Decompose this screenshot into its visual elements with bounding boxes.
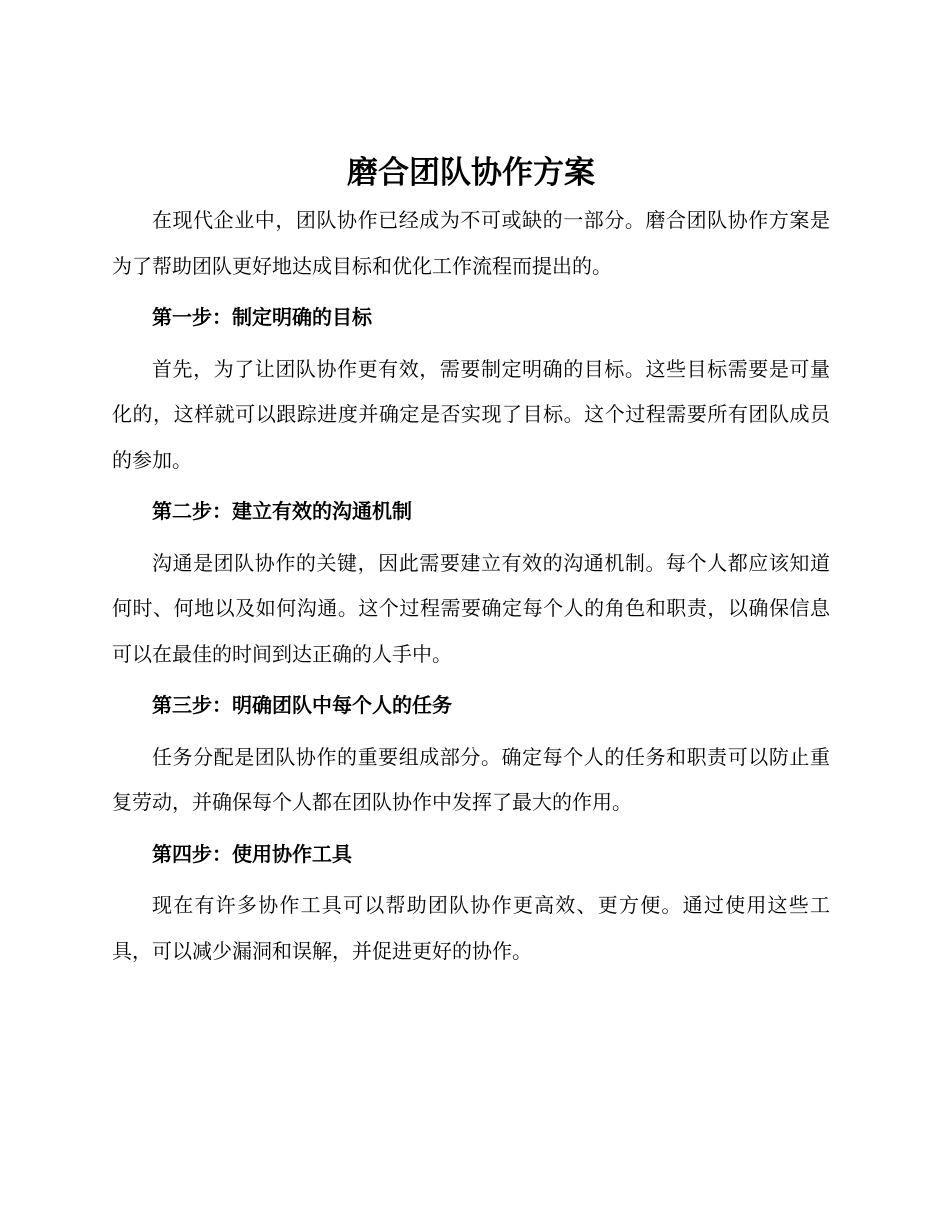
- step-1-heading: 第一步：制定明确的目标: [152, 305, 372, 329]
- document-title: 磨合团队协作方案: [347, 155, 595, 191]
- step-2-heading: 第二步：建立有效的沟通机制: [152, 499, 412, 523]
- document-page: [112, 150, 830, 974]
- step-2-body: 沟通是团队协作的关键，因此需要建立有效的沟通机制。每个人都应该知道何时、何地以及如何沟通。这个过程需要确定每个人的角色和职责，以确保信息可以在最佳的时间到达正确的人手中。: [112, 550, 830, 666]
- intro-paragraph: 在现代企业中，团队协作已经成为不可或缺的一部分。磨合团队协作方案是为了帮助团队更好地达成目标和优化工作流程而提出的。: [112, 208, 830, 278]
- step-4-heading: 第四步：使用协作工具: [152, 841, 352, 866]
- step-1-body: 首先，为了让团队协作更有效，需要制定明确的目标。这些目标需要是可量化的，这样就可以跟踪进度并确定是否实现了目标。这个过程需要所有团队成员的参加。: [112, 356, 830, 472]
- step-3-heading: 第三步：明确团队中每个人的任务: [152, 693, 452, 717]
- step-4-body: 现在有许多协作工具可以帮助团队协作更高效、更方便。通过使用这些工具，可以减少漏洞和误解，并促进更好的协作。: [112, 893, 830, 963]
- step-3-body: 任务分配是团队协作的重要组成部分。确定每个人的任务和职责可以防止重复劳动，并确保每个人都在团队协作中发挥了最大的作用。: [112, 744, 830, 814]
